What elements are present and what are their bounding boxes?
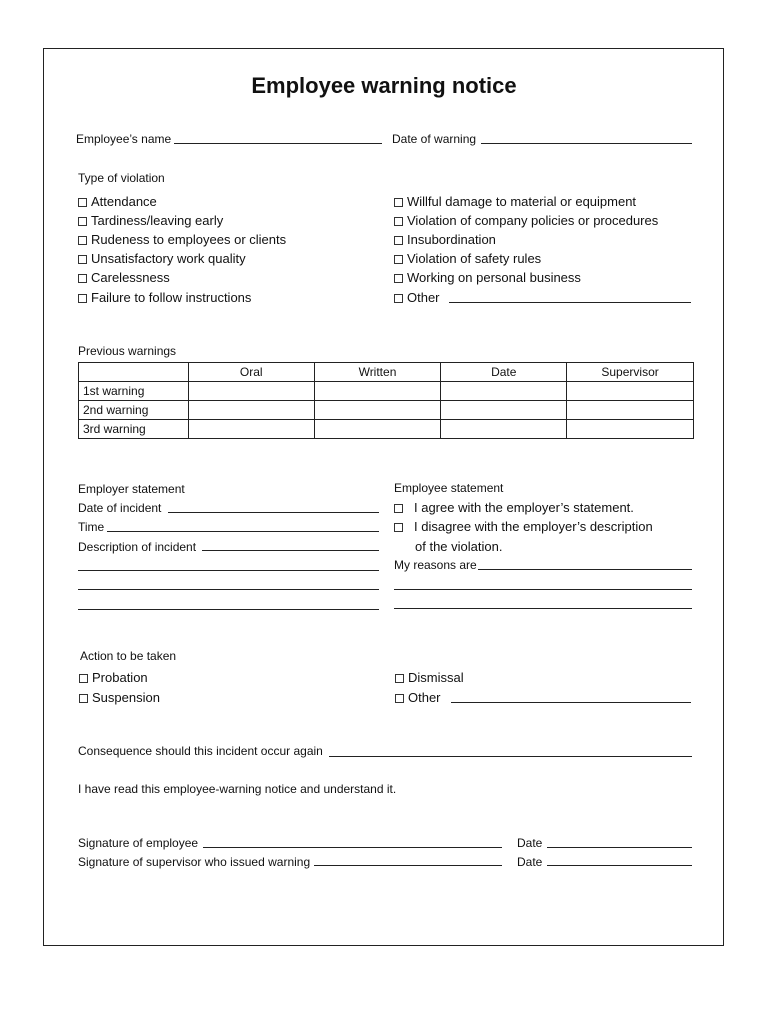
table-row xyxy=(79,382,694,401)
checkbox-icon[interactable] xyxy=(394,255,403,264)
row-label: 3rd warning xyxy=(79,420,189,439)
employee-name-field[interactable] xyxy=(174,143,382,144)
date-of-warning-label: Date of warning xyxy=(392,132,477,146)
checkbox-icon[interactable] xyxy=(78,217,87,226)
description-field[interactable] xyxy=(202,550,379,551)
action-other-field[interactable] xyxy=(451,702,691,703)
violation-option-insubordination[interactable]: Insubordination xyxy=(394,232,496,247)
column-header xyxy=(79,363,189,382)
table-header-row xyxy=(79,363,694,382)
consequence-field[interactable] xyxy=(329,756,692,757)
table-cell[interactable] xyxy=(567,420,694,439)
checkbox-icon[interactable] xyxy=(78,294,87,303)
reasons-label: My reasons are xyxy=(394,558,477,572)
checkbox-icon[interactable] xyxy=(78,255,87,264)
supervisor-signature-date-field[interactable] xyxy=(547,865,692,866)
table-row xyxy=(79,420,694,439)
employee-signature-field[interactable] xyxy=(203,847,502,848)
violation-option-safety[interactable]: Violation of safety rules xyxy=(394,251,541,266)
row-label: 1st warning xyxy=(79,382,189,401)
violation-option-rudeness[interactable]: Rudeness to employees or clients xyxy=(78,232,286,247)
employer-statement-heading: Employer statement xyxy=(78,482,185,496)
table-row xyxy=(79,401,694,420)
supervisor-signature-label: Signature of supervisor who issued warning xyxy=(78,855,311,869)
previous-warnings-table xyxy=(78,362,694,439)
checkbox-icon[interactable] xyxy=(394,198,403,207)
violation-option-tardiness[interactable]: Tardiness/leaving early xyxy=(78,213,223,228)
reasons-line[interactable] xyxy=(394,589,692,590)
table-cell[interactable] xyxy=(188,420,314,439)
date-of-incident-field[interactable] xyxy=(168,512,379,513)
checkbox-icon[interactable] xyxy=(394,236,403,245)
employee-signature-label: Signature of employee xyxy=(78,836,199,850)
reasons-field[interactable] xyxy=(478,569,692,570)
date-of-warning-field[interactable] xyxy=(481,143,692,144)
employee-signature-date-field[interactable] xyxy=(547,847,692,848)
violation-option-instructions[interactable]: Failure to follow instructions xyxy=(78,290,251,305)
checkbox-icon[interactable] xyxy=(78,236,87,245)
checkbox-icon[interactable] xyxy=(394,504,403,513)
checkbox-icon[interactable] xyxy=(394,294,403,303)
description-label: Description of incident xyxy=(78,540,197,554)
violation-option-carelessness[interactable]: Carelessness xyxy=(78,270,170,285)
table-cell[interactable] xyxy=(567,401,694,420)
violation-option-attendance[interactable]: Attendance xyxy=(78,194,157,209)
time-label: Time xyxy=(78,520,105,534)
employee-name-label: Employee’s name xyxy=(76,132,172,146)
violation-option-quality[interactable]: Unsatisfactory work quality xyxy=(78,251,246,266)
employee-statement-heading: Employee statement xyxy=(394,481,504,495)
employee-signature-date-label: Date xyxy=(517,836,543,850)
action-option-probation[interactable]: Probation xyxy=(79,670,148,685)
table-cell[interactable] xyxy=(441,401,567,420)
table-cell[interactable] xyxy=(314,401,441,420)
supervisor-signature-field[interactable] xyxy=(314,865,502,866)
checkbox-icon[interactable] xyxy=(394,217,403,226)
table-cell[interactable] xyxy=(188,382,314,401)
date-of-incident-label: Date of incident xyxy=(78,501,162,515)
checkbox-icon[interactable] xyxy=(395,694,404,703)
table-cell[interactable] xyxy=(441,382,567,401)
table-cell[interactable] xyxy=(567,382,694,401)
agree-option[interactable]: I agree with the employer’s statement. xyxy=(394,500,634,515)
violation-option-damage[interactable]: Willful damage to material or equipment xyxy=(394,194,636,209)
checkbox-icon[interactable] xyxy=(79,674,88,683)
checkbox-icon[interactable] xyxy=(79,694,88,703)
description-line[interactable] xyxy=(78,589,379,590)
checkbox-icon[interactable] xyxy=(394,523,403,532)
column-header-supervisor: Supervisor xyxy=(567,363,694,382)
column-header-oral: Oral xyxy=(188,363,314,382)
time-field[interactable] xyxy=(107,531,379,532)
violation-option-personal-business[interactable]: Working on personal business xyxy=(394,270,581,285)
disagree-option[interactable]: I disagree with the employer’s description xyxy=(394,519,653,534)
violation-option-policies[interactable]: Violation of company policies or procedures xyxy=(394,213,658,228)
description-line[interactable] xyxy=(78,609,379,610)
action-option-other[interactable]: Other xyxy=(395,690,441,705)
description-line[interactable] xyxy=(78,570,379,571)
checkbox-icon[interactable] xyxy=(78,198,87,207)
consequence-label: Consequence should this incident occur again xyxy=(78,744,323,758)
checkbox-icon[interactable] xyxy=(395,674,404,683)
column-header-written: Written xyxy=(314,363,441,382)
disagree-continuation: of the violation. xyxy=(415,539,503,554)
column-header-date: Date xyxy=(441,363,567,382)
reasons-line[interactable] xyxy=(394,608,692,609)
violation-heading: Type of violation xyxy=(78,171,165,185)
previous-warnings-heading: Previous warnings xyxy=(78,344,177,358)
supervisor-signature-date-label: Date xyxy=(517,855,543,869)
table-cell[interactable] xyxy=(314,420,441,439)
acknowledgement-text: I have read this employee-warning notice and understand it. xyxy=(78,782,397,796)
table-cell[interactable] xyxy=(188,401,314,420)
action-option-dismissal[interactable]: Dismissal xyxy=(395,670,464,685)
action-option-suspension[interactable]: Suspension xyxy=(79,690,160,705)
action-heading: Action to be taken xyxy=(80,649,177,663)
table-cell[interactable] xyxy=(441,420,567,439)
checkbox-icon[interactable] xyxy=(78,274,87,283)
violation-option-other[interactable]: Other xyxy=(394,290,440,305)
page-title: Employee warning notice xyxy=(251,73,517,98)
table-cell[interactable] xyxy=(314,382,441,401)
checkbox-icon[interactable] xyxy=(394,274,403,283)
violation-other-field[interactable] xyxy=(449,302,691,303)
row-label: 2nd warning xyxy=(79,401,189,420)
